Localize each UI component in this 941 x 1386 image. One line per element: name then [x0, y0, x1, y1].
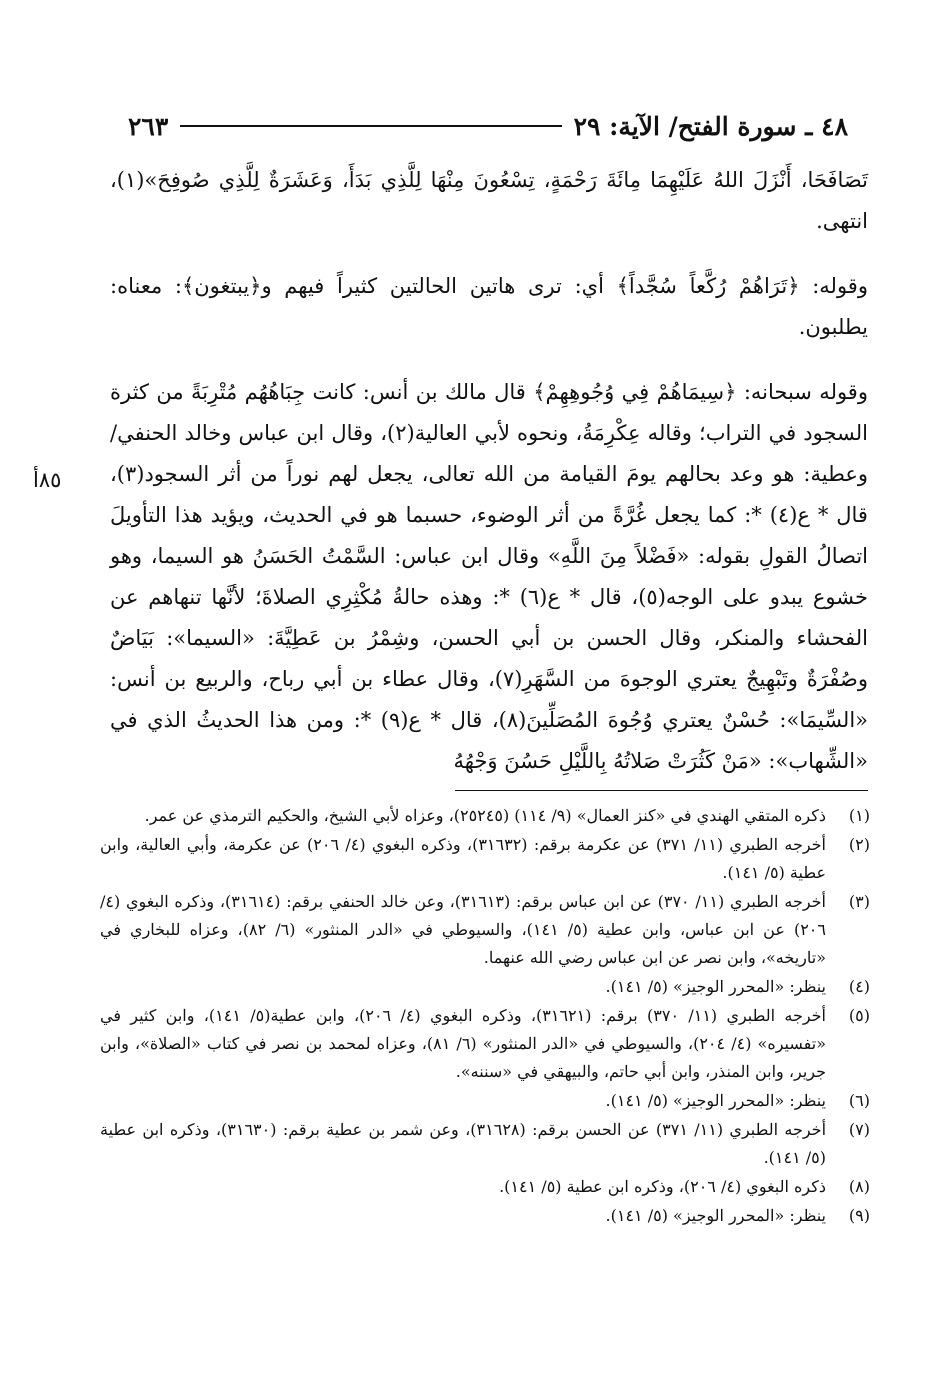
- footnotes: [100, 802, 870, 1231]
- footnote-number: (٦): [848, 1091, 870, 1110]
- margin-folio-note: ٨٥أ: [33, 468, 62, 492]
- footnote-text: ذكره البغوي (٤/ ٢٠٦)، وذكره ابن عطية (٥/ ١٤١).: [499, 1177, 826, 1196]
- header-rule: [180, 125, 561, 127]
- footnote: [100, 973, 870, 1001]
- paragraph: وقوله: ﴿تَرَاهُمْ رُكَّعاً سُجَّداً﴾ أي: ترى هاتين الحالتين كثيراً فيهم و﴿يبتغون﴾: معناه: يطلبون.: [110, 274, 868, 339]
- footnote: [100, 1202, 870, 1230]
- footnote-text: أخرجه الطبري (١١/ ٣٧١) عن عكرمة برقم: (٣١٦٣٢)، وذكره البغوي (٤/ ٢٠٦) عن عكرمة، وأبي العالية، وابن عطية (٥/ ١٤١).: [100, 835, 826, 882]
- footnote-text: ينظر: «المحرر الوجيز» (٥/ ١٤١).: [605, 1091, 826, 1110]
- footnote-number: (٣): [848, 892, 870, 911]
- footnote-number: (٩): [848, 1206, 870, 1225]
- footnote-text: ينظر: «المحرر الوجيز» (٥/ ١٤١).: [605, 977, 826, 996]
- paragraph: تَصَافَحَا، أَنْزَلَ اللهُ عَلَيْهِمَا مِائَةَ رَحْمَةٍ، تِسْعُونَ مِنْهَا لِلَّذِي بَدَأَ، وَعَشَرَةٌ لِلَّذِي صُوفِحَ»(١)، انتهى.: [110, 168, 868, 233]
- footnote: [100, 1116, 870, 1172]
- footnote: [100, 888, 870, 972]
- footnote-number: (٨): [848, 1177, 870, 1196]
- footnote-text: أخرجه الطبري (١١/ ٣٧١) عن الحسن برقم: (٣١٦٢٨)، وعن شمر بن عطية برقم: (٣١٦٣٠)، وذكره ابن عطية (٥/ ١٤١).: [100, 1120, 827, 1167]
- footnote-number: (٢): [848, 835, 870, 854]
- footnote: [100, 831, 870, 887]
- chapter-title: ٤٨ ـ سورة الفتح/ الآية: ٢٩: [573, 111, 848, 141]
- footnote: [100, 1087, 870, 1115]
- footnote: [100, 1002, 870, 1086]
- running-header: [128, 106, 848, 146]
- footnote-separator: [455, 790, 868, 791]
- page-number: ٢٦٣: [128, 111, 169, 141]
- footnote-text: ينظر: «المحرر الوجيز» (٥/ ١٤١).: [605, 1206, 826, 1225]
- footnote-number: (١): [848, 806, 870, 825]
- footnote: [100, 802, 870, 830]
- footnote: [100, 1173, 870, 1201]
- main-text: [110, 160, 868, 782]
- footnote-number: (٤): [848, 977, 870, 996]
- footnote-number: (٥): [848, 1006, 870, 1025]
- footnote-text: أخرجه الطبري (١١/ ٣٧٠) عن ابن عباس برقم: (٣١٦١٣)، وعن خالد الحنفي برقم: (٣١٦١٤)، وذكره البغوي (٤/ ٢٠٦) عن ابن عباس، وابن عطية (٥/ ١٤١)، والسيوطي في «الدر المنثور» (٦/ ٨٢)، وعزاه للبخاري في «تاريخه»، وابن نصر عن ابن عباس رضي الله عنهما.: [100, 892, 827, 967]
- footnote-text: أخرجه الطبري (١١/ ٣٧٠) برقم: (٣١٦٢١)، وذكره البغوي (٤/ ٢٠٦)، وابن عطية(٥/ ١٤١)، وابن كثير في «تفسيره» (٤/ ٢٠٤)، والسيوطي في «الدر المنثور» (٦/ ٨١)، وعزاه لمحمد بن نصر في كتاب «الصلاة»، وابن جرير، وابن المنذر، وابن أبي حاتم، والبيهقي في «سننه».: [100, 1006, 826, 1081]
- paragraph: وقوله سبحانه: ﴿سِيمَاهُمْ فِي وُجُوهِهِمْ﴾ قال مالك بن أنس: كانت جِبَاهُهُم مُتْرِبَةً من كثرة السجود في التراب؛ وقاله عِكْرِمَةُ، ونحوه لأبي العالية(٢)، وقال ابن عباس وخالد الحنفي/ وعطية: هو وعد بحالهم يومَ القيامة من الله تعالى، يجعل لهم نوراً من أثر السجود(٣)، قال * ع(٤) *: كما يجعل غُرَّةً من أثر الوضوء، حسبما هو في الحديث، ويؤيد هذا التأويلَ اتصالُ القولِ بقوله: «فَضْلاً مِنَ اللَّهِ» وقال ابن عباس: السَّمْتُ الحَسَنُ هو السيما، وهو خشوع يبدو على الوجه(٥)، قال * ع(٦) *: وهذه حالةُ مُكْثِرِي الصلاةَ؛ لأنَّها تنهاهم عن الفحشاء والمنكر، وقال الحسن بن أبي الحسن، وشِمْرُ بن عَطِيَّةَ: «السيما»: بَيَاضٌ وصُفْرَةٌ وتَبْهِيجٌ يعتري الوجوهَ من السَّهَرِ(٧)، وقال عطاء بن أبي رباح، والربيع بن أنس: «السِّيمَا»: حُسْنٌ يعتري وُجُوهَ المُصَلِّينَ(٨)، قال * ع(٩) *: ومن هذا الحديثُ الذي في «الشِّهاب»: «مَنْ كَثُرَتْ صَلاتُهُ بِاللَّيْلِ حَسُنَ وَجْهُهُ: [110, 380, 869, 773]
- footnote-text: ذكره المتقي الهندي في «كنز العمال» (٩/ ١١٤) (٢٥٢٤٥)، وعزاه لأبي الشيخ، والحكيم الترمذي عن عمر.: [144, 806, 826, 825]
- footnote-number: (٧): [848, 1120, 870, 1139]
